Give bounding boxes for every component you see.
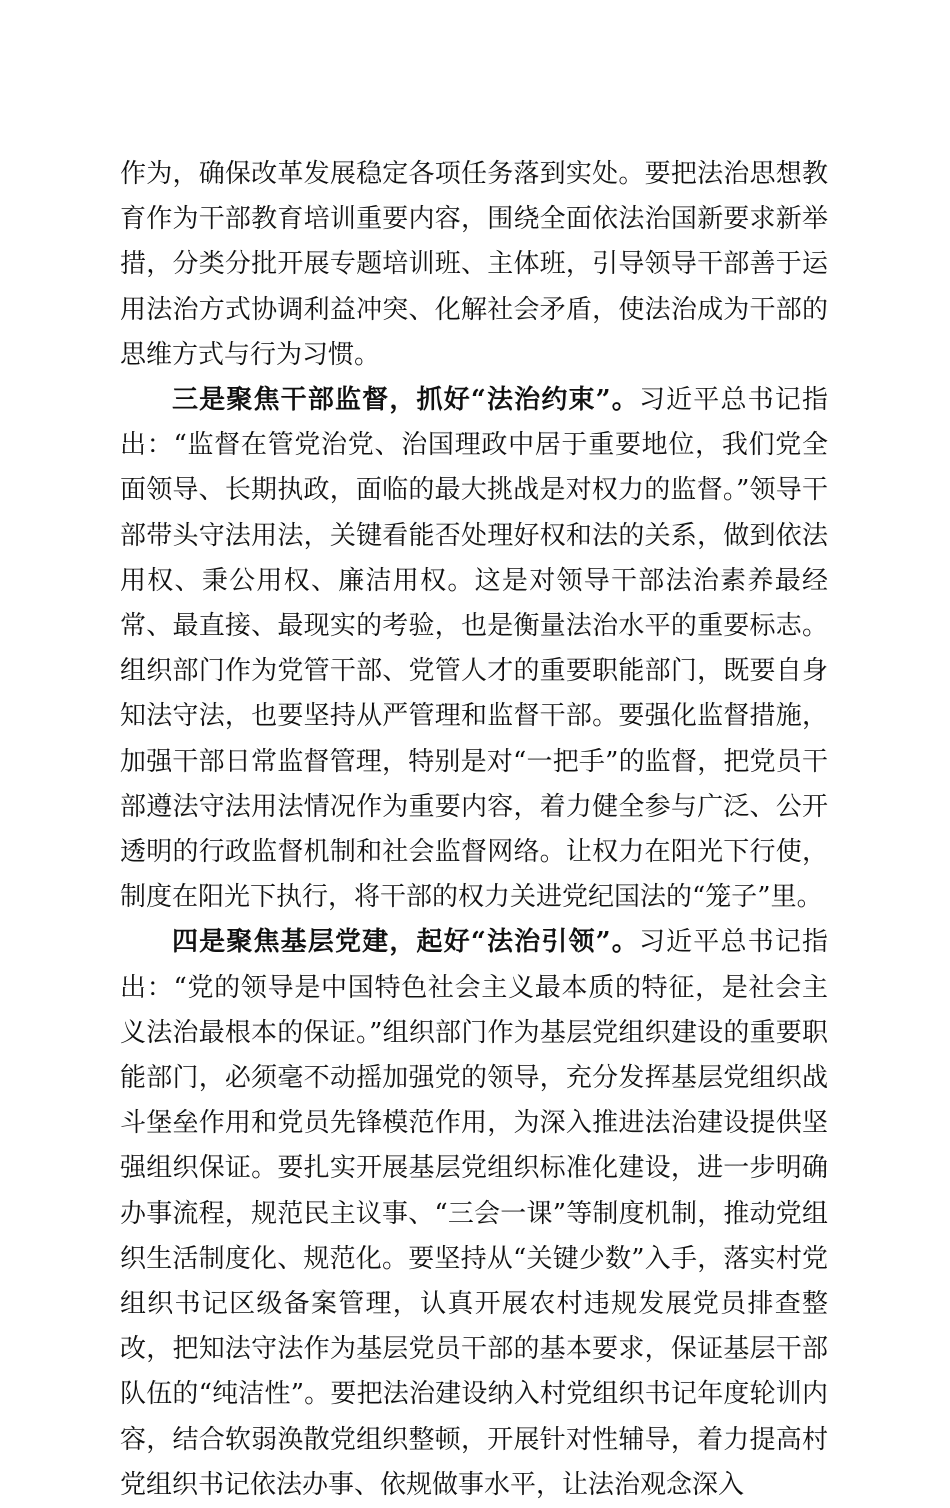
paragraph-supervision (120, 378, 828, 920)
paragraph-grassroots (120, 920, 828, 1508)
paragraph-heading: 四是聚焦基层党建，起好“法治引领”。 (172, 927, 639, 958)
paragraph-text: 作为，确保改革发展稳定各项任务落到实处。要把法治思想教育作为干部教育培训重要内容，围绕全面依法治国新要求新举措，分类分批开展专题培训班、主体班，引导领导干部善于运用法治方式协调利益冲突、化解社会矛盾，使法治成为干部的思维方式与行为习惯。 (120, 159, 828, 370)
paragraph-text: 习近平总书记指出：“监督在管党治党、治国理政中居于重要地位，我们党全面领导、长期执政，面临的最大挑战是对权力的监督。”领导干部带头守法用法，关键看能否处理好权和法的关系，做到依法用权、秉公用权、廉洁用权。这是对领导干部法治素养最经常、最直接、最现实的考验，也是衡量法治水平的重要标志。组织部门作为党管干部、党管人才的重要职能部门，既要自身知法守法，也要坚持从严管理和监督干部。要强化监督措施，加强干部日常监督管理，特别是对“一把手”的监督，把党员干部遵法守法用法情况作为重要内容，着力健全参与广泛、公开透明的行政监督机制和社会监督网络。让权力在阳光下行使，制度在阳光下执行，将干部的权力关进党纪国法的“笼子”里。 (120, 385, 828, 913)
paragraph-heading: 三是聚焦干部监督，抓好“法治约束”。 (172, 385, 639, 416)
document-body (120, 152, 828, 1508)
paragraph-text: 习近平总书记指出：“党的领导是中国特色社会主义最本质的特征，是社会主义法治最根本的保证。”组织部门作为基层党组织建设的重要职能部门，必须毫不动摇加强党的领导，充分发挥基层党组织战斗堡垒作用和党员先锋模范作用，为深入推进法治建设提供坚强组织保证。要扎实开展基层党组织标准化建设，进一步明确办事流程，规范民主议事、“三会一课”等制度机制，推动党组织生活制度化、规范化。要坚持从“关键少数”入手，落实村党组织书记区级备案管理，认真开展农村违规发展党员排查整改，把知法守法作为基层党员干部的基本要求，保证基层干部队伍的“纯洁性”。要把法治建设纳入村党组织书记年度轮训内容，结合软弱涣散党组织整顿，开展针对性辅导，着力提高村党组织书记依法办事、依规做事水平，让法治观念深入 (120, 927, 828, 1500)
paragraph-continuation (120, 152, 828, 378)
